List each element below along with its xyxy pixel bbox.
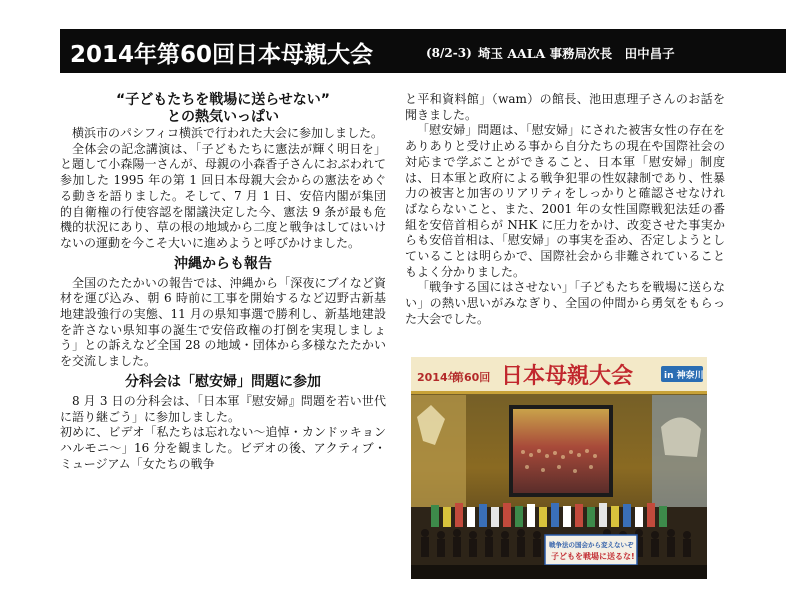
banner-number: 第60回	[453, 371, 491, 384]
slogan-line1: 戦争法の国会から変えないぞ	[549, 541, 634, 549]
event-date: (8/2-3)	[426, 46, 472, 60]
header-bar	[60, 29, 786, 73]
article-heading: “子どもたちを戦場に送らせない”	[116, 92, 330, 108]
page-title: 2014年第60回日本母親大会	[70, 42, 374, 68]
location-badge: in 神奈川	[664, 371, 704, 381]
paragraph-closing: 「戦争する国にはさせない」「子どもたちを戦場に送らない」の熱い思いがみなぎり、全国の仲間から勇気をもらった大会でした。	[405, 280, 725, 326]
paragraph-intro: 横浜市のパシフィコ横浜で行われた大会に参加しました。	[72, 126, 384, 140]
article-heading-line2: との熱気いっぱい	[167, 109, 279, 125]
left-column	[60, 92, 386, 472]
paragraph-continued: と平和資料館」（wam）の館長、池田恵理子さんのお話を聞きました。	[405, 92, 725, 122]
banner-title: 日本母親大会	[501, 364, 634, 389]
author-byline: 埼玉 AALA 事務局次長 田中昌子	[478, 46, 675, 61]
paragraph-subcommittee: 8 月 3 日の分科会は、「日本軍『慰安婦』問題を若い世代に語り継ごう」に参加しました。	[60, 393, 386, 424]
slogan-line2: 子どもを戦場に送るな!	[551, 552, 635, 561]
section-heading-comfort-women: 分科会は「慰安婦」問題に参加	[125, 373, 321, 390]
right-column	[405, 92, 725, 328]
paragraph-keynote: 全体会の記念講演は、「子どもたちに憲法が輝く明日を」と題して小森陽一さんが、母親の小森香子さんにおぶわれて参加した 1995 年の第 1 回日本母親大会からの憲法をめぐる動きを語りました。そして、7 月 1 日、安倍内閣が集団的自衛権の行使容認を閣議決定した今、憲法 9 条が最も危機的状況にあり、草の根の地域から二度と戦争はしてはいけないの運動を今こそ大いに進めようと呼びかけました。	[60, 141, 386, 250]
paragraph-video: 初めに、ビデオ「私たちは忘れない～追悼・カンドッキョンハルモニ～」16 分を観ました。ビデオの後、アクティブ・ミュージアム「女たちの戦争	[60, 425, 386, 471]
conference-photo-illustration	[411, 357, 707, 579]
paragraph-okinawa: 全国のたたかいの報告では、沖縄から「深夜にブイなど資材を運び込み、朝 6 時前に工事を開始するなど辺野古新基地建設強行の実態、11 月の県知事選で勝利し、新基地建設を許さない県知事の誕生で安倍政権の打倒を実現しましょう」との訴えなど全国 28 の地域・団体から多様なたたかいを交流しました。	[60, 275, 386, 369]
projection-screen	[513, 409, 609, 493]
conference-photo	[411, 357, 707, 579]
section-heading-okinawa: 沖縄からも報告	[174, 255, 272, 272]
paragraph-comfort-women-issue: 「慰安婦」問題は、「慰安婦」にされた被害女性の存在をありありと受け止める事から自分たちの現在や国際社会の対応まで学ぶことができること、日本軍「慰安婦」制度は、日本軍と政府による戦争犯罪の性奴隷制であり、性暴力の被害と加害のリアリティをしっかりと確認させなければならないこと、また、2001 年の女性国際戦犯法廷の番組を安倍首相らが NHK に圧力をかけ、改変させた事実からも安倍首相は、「慰安婦」の事実を歪め、否定しようとしていることは明らかで、国際社会から非難されていることもよく分かりました。	[405, 123, 725, 279]
banner-year: 2014年	[417, 371, 459, 384]
